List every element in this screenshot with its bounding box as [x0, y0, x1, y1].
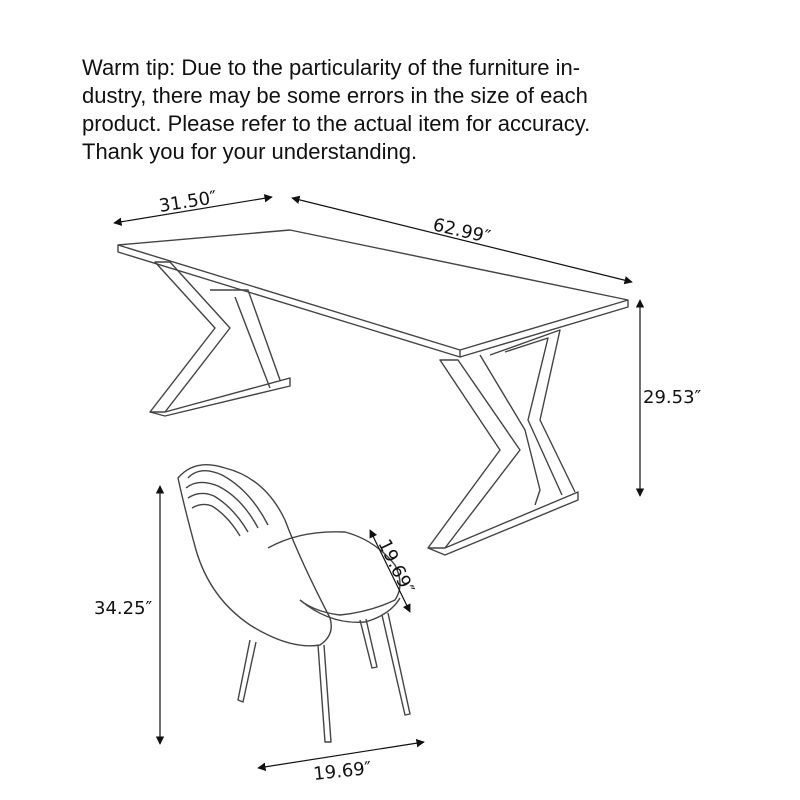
chair-height-label: 34.25″ [94, 598, 153, 619]
desk-depth-label: 31.50″ [157, 187, 219, 217]
chair-backrest [178, 465, 331, 646]
chair-seat-depth-label: 19.69″ [373, 535, 418, 598]
desk-width-label: 62.99″ [430, 214, 493, 248]
warm-tip-line-3: product. Please refer to the actual item for accuracy. [82, 111, 591, 136]
chair-illustration [178, 465, 410, 742]
warm-tip-line-4: Thank you for your understanding. [82, 139, 418, 164]
desk-leg-right [428, 360, 520, 548]
chair-width-label: 19.69″ [312, 757, 373, 785]
desk-height-label: 29.53″ [643, 387, 702, 408]
desk-leg-left [150, 262, 230, 412]
desk-top [118, 230, 628, 350]
chair-leg-front-right [318, 645, 331, 742]
warm-tip-line-2: dustry, there may be some errors in the size of each [82, 83, 588, 108]
dimension-lines [114, 197, 640, 768]
chair-leg-back-left [360, 619, 377, 668]
chair-leg-front-left [238, 640, 256, 702]
warm-tip-line-1: Warm tip: Due to the particularity of the furniture in- [82, 55, 581, 80]
chair-leg-back-right [382, 613, 410, 715]
